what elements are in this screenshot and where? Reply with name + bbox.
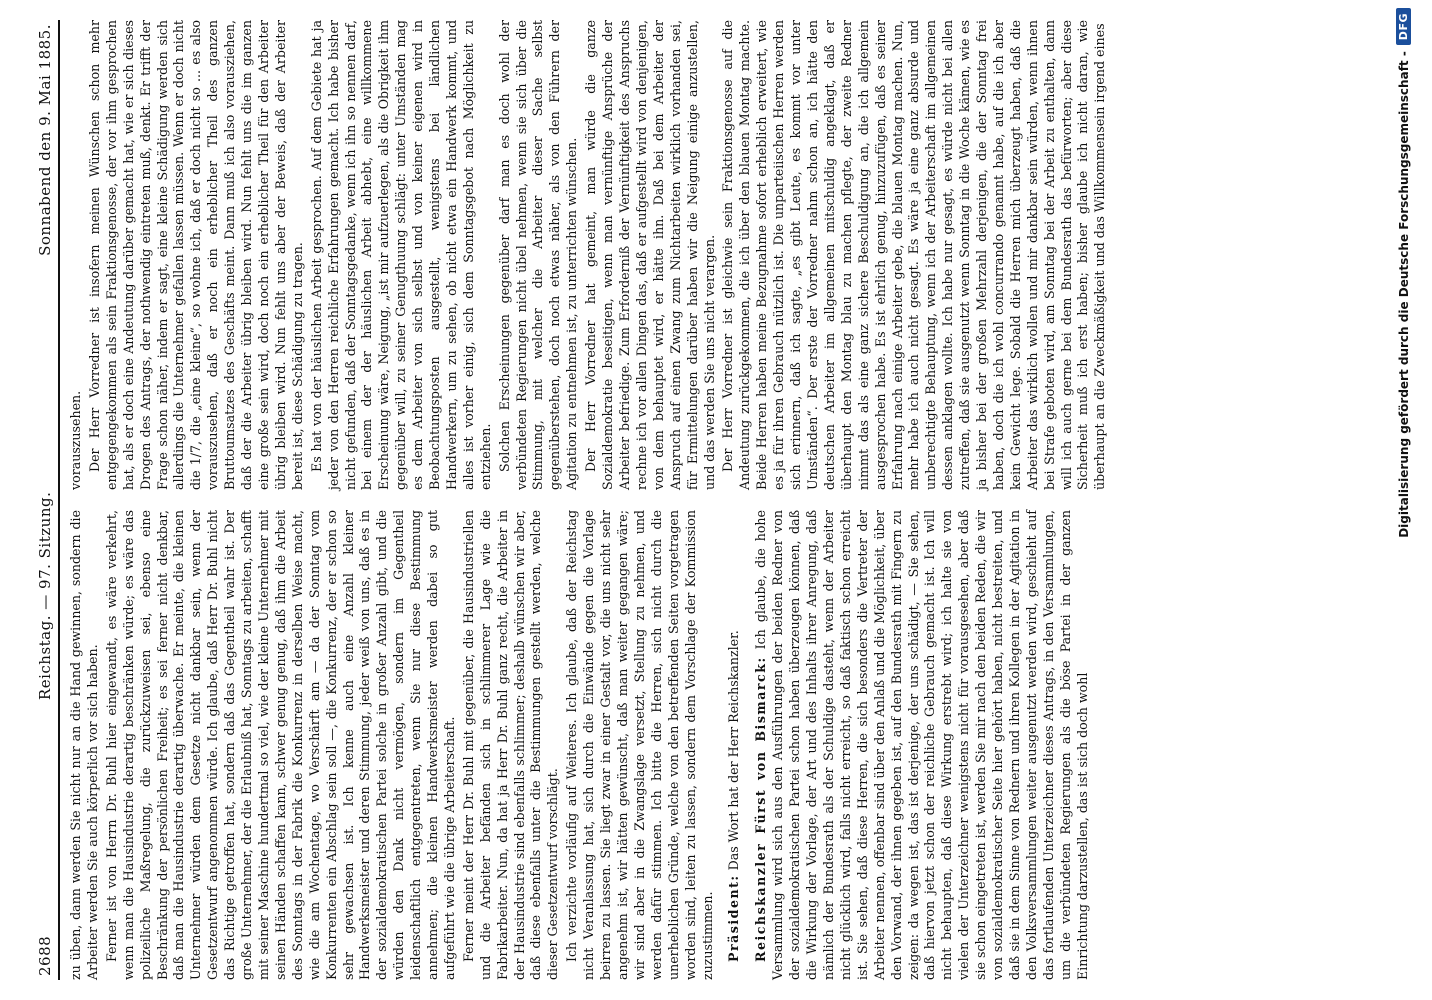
paragraph <box>87 20 307 490</box>
paragraph-text: Es hat von der häuslichen Arbeit gesprochen. Auf dem Gebiete hat ja jeder von den Herren reichliche Erfahrungen gemacht. Ich habe bisher nicht gefunden, daß der Sonntagsgedanke, wenn ich ihn so nennen darf, bei einem der der häuslichen Arbeit abhebt, eine willkommene Erscheinung wäre, Neigung, „ist mir aufzuerlegen, als die Obrigkeit ihm gegenüber will, zu seiner Genugthuung schlägt: unter Umständen mag es dem Arbeiter von sich selbst und von keiner eigenen wird in Beobachtungsposten ausgestellt, wenigstens bei ländlichen Handwerkern, um zu sehen, ob nicht etwa ein Handwerk kommt, und alles ist vorher einig, sich dem Sonntagsgebot nach Möglichkeit zu entziehen. <box>308 20 493 490</box>
paragraph-text: Der Herr Vorredner ist insofern meinen Wünschen schon mehr entgegengekommen als sein Fraktionsgenosse, der vor ihm gesprochen hat, als er doch eine Andeutung darüber gemacht hat, wie er sich dieses Drogen des Antrags, der nothwendig eintreten muß, denkt. Er trifft der Frage schon näher, indem er sagt, eine kleine Schädigung werden sich allerdings die Unternehmer gefallen lassen müssen. Wenn er doch nicht die 1/7, die „eine kleine“, so wohne ich, daß er doch nicht so ... es also vorauszusehen, daß er noch ein erheblicher Theil des ganzen Bruttoumsatzes des Geschäfts meint. Dann muß ich also vorausziehen, daß der die Arbeiter übrig bleiben wird. Nun fehlt uns die im ganzen eine große sein wird, doch noch ein erheblicher Theil für den Arbeiter übrig bleiben wird. Nun fehlt uns aber der Beweis, daß der Arbeiter bereit ist, diese Schädigung zu tragen. <box>86 20 305 490</box>
paragraph <box>753 510 1091 980</box>
paragraph <box>583 20 718 490</box>
speaker-name: Reichskanzler Fürst von Bismarck: <box>753 656 769 962</box>
paragraph <box>68 510 102 980</box>
paragraph <box>461 510 562 980</box>
column-right <box>68 20 1111 490</box>
paragraph <box>68 20 85 490</box>
paragraph-text: Ferner meint der Herr Dr. Buhl mit gegenüber, die Hausindustriellen und die Arbeiter befänden sich in schlimmerer Lage wie die Fabrikarbeiter. Nun, da hat ja Herr Dr. Buhl ganz recht, die Arbeiter in der Hausindustrie sind ebenfalls schlimmer; deshalb wünschen wir aber, daß diese ebenfalls unter die Bestimmungen gestellt werden, welche dieser Gesetzentwurf vorschlägt. <box>460 510 561 980</box>
credit-text: Digitalisierung gefördert durch die Deutsche Forschungsgemeinschaft - <box>1396 51 1411 538</box>
paragraph-text: Solchen Erscheinungen gegenüber darf man es doch wohl der verbündeten Regierungen nicht übel nehmen, wenn sie sich über die Stimmung, mit welcher die Arbeiter dieser Sache selbst gegenüberstehen, doch noch etwas näher, als von den Führern der Agitation zu entnehmen ist, zu unterrichten wünschen. <box>496 20 580 490</box>
paragraph-text: Ich verzichte vorläufig auf Weiteres. Ich glaube, daß der Reichstag nicht Veranlassung hat, sich durch die Einwände gegen die Vorlage beirren zu lassen. Sie liegt zwar in einer Gestalt vor, die uns nicht sehr angenehm ist, wir hätten gewünscht, daß man weiter gegangen wäre; wir sind aber in die Zwangslage versetzt, Stellung zu nehmen, und werden dafür stimmen. Ich bitte die Herren, sich nicht durch die unerheblichen Gründe, welche von den betreffenden Seiten vorgetragen worden sind, leiten zu lassen, sondern dem Vorschlage der Kommission zuzustimmen. <box>564 510 715 980</box>
paragraph-text: Ferner ist von Herrn Dr. Buhl hier eingewandt, es wäre verkehrt, wenn man die Hausindustrie derartig beschränken würde; es wäre das polizeiliche Maßregelung, die zurückzuweisen sei, ebenso eine Beschränkung der persönlichen Freiheit; es sei ferner nicht denkbar, daß man die Hausindustrie derartig überwache. Er meinte, die kleinen Unternehmer würden dem Gesetze nicht dankbar sein, wenn der Gesetzentwurf angenommen würde. Ich glaube, daß Herr Dr. Buhl nicht das Richtige getroffen hat, sondern daß das Gegentheil wahr ist. Der große Unternehmer, der die Erlaubniß hat, Sonntags zu arbeiten, schafft mit seiner Maschine hundertmal so viel, wie der kleine Unternehmer mit seinen Händen schaffen kann, schwer genug genug, daß ihm die Arbeit des Sonntags in der Fabrik die Konkurrenz in derselben Weise macht, wie die am Wochentage, wo Verschärft am — da der Sonntag vom Konkurrenten ein Abschlag sein soll —, die Konkurrenz, der er schon so sehr gewachsen ist. Ich kenne auch eine Anzahl kleiner Handwerksmeister und deren Stimmung, jeder weiß von uns, daß es in der sozialdemokratischen Partei solche in großer Anzahl gibt, und die würden den Dank nicht vermögen, sondern im Gegentheil leidenschaftlich entgegentreten, wenn Sie nur diese Bestimmung annehmen; die kleinen Handwerksmeister werden dabei so gut aufgeführt wie die übrige Arbeiterschaft. <box>103 510 457 980</box>
paragraph-text: vorauszusehen. <box>68 390 83 490</box>
dfg-logo: DFG <box>1396 8 1411 45</box>
column-left <box>68 510 1111 980</box>
session-title: Reichstag. — 97. Sitzung. <box>36 491 54 701</box>
paragraph-text: zu üben, dann werden Sie nicht nur an die Hand gewinnen, sondern die Arbeiter werden Sie auch körperlich vor sich haben. <box>68 510 100 980</box>
paragraph <box>564 510 716 980</box>
text-columns <box>60 20 1111 980</box>
speaker-name: Präsident: <box>726 874 742 962</box>
paragraph <box>497 20 582 490</box>
paragraph <box>309 20 495 490</box>
paragraph-text: Das Wort hat der Herr Reichskanzler. <box>726 630 742 875</box>
paragraph-text: Der Herr Vorredner ist gleichwie sein Fraktionsgenosse auf die Andeutung zurückgekommen, die ich über den blauen Montag machte. Beide Herren haben meine Bezugnahme sofort erheblich erweitert, wie es ja für ihren Gebrauch nützlich ist. Die unparteiischen Herren werden sich erinnern, daß ich sagte, „es gibt Leute, es kommt vor unter Umständen“. Der erste der Vorredner nahm schon an, ich hätte den deutschen Arbeiter im allgemeinen mitschuldig angeklagt, daß er überhaupt den Montag blau zu machen pflegte, der zweite Redner nimmt das als eine ganz sichere Beschuldigung an, die ich allgemein ausgesprochen habe. Es ist ehrlich genug, hinzuzufügen, daß es seiner Erfahrung nach einige Arbeiter gebe, die blauen Montag machen. Nun, mehr habe ich auch nicht gesagt. Es wäre ja eine ganz absurde und unberechtigte Behauptung, wenn ich der Arbeiterschaft im allgemeinen dessen anklagen wollte. Ich habe nur gesagt, es würde nicht bei allen zutreffen, daß sie ausgenutzt wenn Sonntag in die Woche kämen, wie es ja bisher bei der großen Mehrzahl derjenigen, die der Sonntag frei haben, doch die ich wohl concurrando genannt habe, auf die ich aber kein Gewicht lege. Sobald die Herren mich überzeugt haben, daß die Arbeiter das wirklich wollen und mir dankbar sein würden, wenn ihnen bei Strafe geboten wird, am Sonntag bei der Arbeit zu enthalten, dann will ich auch gerne bei dem Bundesrath das befürworten; aber diese Sicherheit muß ich erst haben; bisher glaube ich nicht daran, wie überhaupt an die Zweckmäßigkeit und das Willkommensein irgend eines <box>720 20 1108 490</box>
digitization-credit <box>1396 8 1411 988</box>
rotated-page-content <box>30 20 1410 980</box>
page-header <box>30 20 60 980</box>
paragraph <box>726 510 743 980</box>
page-number: 2688 <box>36 935 54 976</box>
paragraph-text: Ich glaube, die hohe Versammlung wird sich aus den Ausführungen der beiden Redner von der sozialdemokratischen Partei schon haben überzeugen können, daß die Wirkung der Vorlage, der Art und des Inhalts ihrer Anregung, daß nämlich der Bundesrath als der Schuldige dasteht, wenn der Arbeiter nicht glücklich wird, falls nicht erreicht, so daß faktisch schon erreicht ist. Sie sehen, daß diese Herren, die sich besonders die Vertreter der Arbeiter nennen, offenbar sind über den Anlaß und die Möglichkeit, über den Vorwand, der ihnen gegeben ist, auf den Bundesrath mit Fingern zu zeigen: da wegen ist, das ist derjenige, der uns schädigt, — Sie sehen, daß hiervon jetzt schon der reichliche Gebrauch gemacht ist. Ich will nicht behaupten, daß diese Wirkung erstrebt wird; ich halte sie von vielen der Unterzeichner wenigstens nicht für vorausgesehen, aber daß sie schon eingetreten ist, werden Sie mir nach den beiden Reden, die wir von sozialdemokratischer Seite hier gehört haben, nicht bestreiten, und daß sie in dem Sinne von Rednern und ihren Kollegen in der Agitation in den Volksversammlungen weiter ausgenutzt werden wird, geschieht auf das fortlaufenden Unterzeichner dieses Antrags, in den Versammlungen, um die verbündeten Regierungen als die böse Partei in der ganzen Einrichtung darzustellen, das ist sich doch wohl <box>753 510 1090 980</box>
paragraph-text: Der Herr Vorredner hat gemeint, man würde die ganze Sozialdemokratie beseitigen, wenn man vernünftige Ansprüche der Arbeiter befriedige. Zum Erforderniß der Vernünftigkeit des Anspruchs rechne ich vor allen Dingen das, daß er aufgestellt wird von denjenigen, von dem behauptet wird, er hätte ihn. Daß bei dem Arbeiter der Anspruch auf einen Zwang zum Nichtarbeiten wirklich vorhanden sei, für Ermittelungen darüber haben wir die Neigung einige anzustellen, und das werden Sie uns nicht verargen. <box>583 20 717 490</box>
paragraph <box>104 510 459 980</box>
session-date: Sonnabend den 9. Mai 1885. <box>36 24 54 256</box>
paragraph <box>720 20 1109 490</box>
